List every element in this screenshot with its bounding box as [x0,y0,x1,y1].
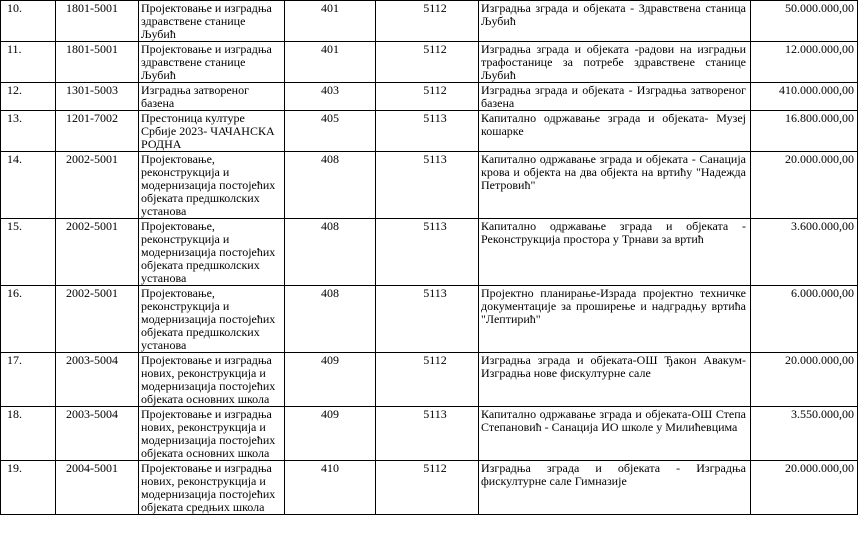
amount: 3.550.000,00 [751,407,858,461]
account-number: 5112 [376,353,479,407]
project-name: Пројектовање, реконструкција и модернизација постојећих објеката предшколских установа [139,219,285,286]
amount: 6.000.000,00 [751,286,858,353]
account-number: 5113 [376,111,479,152]
work-description: Пројектно планирање-Израда пројектно техничке документације за проширење и надградњу вртића "Лептирић" [479,286,751,353]
table-row [1,111,858,152]
row-number: 17. [1,353,56,407]
table-row [1,42,858,83]
row-number: 19. [1,461,56,515]
account-number: 5112 [376,461,479,515]
account-number: 5113 [376,219,479,286]
account-number: 5113 [376,407,479,461]
program-code: 1201-7002 [56,111,139,152]
amount: 20.000.000,00 [751,461,858,515]
program-code: 2002-5001 [56,152,139,219]
amount: 50.000.000,00 [751,1,858,42]
table-row [1,83,858,111]
amount: 20.000.000,00 [751,152,858,219]
project-name: Пројектовање и изградња здравствене станице Љубић [139,1,285,42]
program-number: 410 [285,461,376,515]
program-number: 409 [285,353,376,407]
row-number: 10. [1,1,56,42]
project-name: Изградња затвореног базена [139,83,285,111]
account-number: 5112 [376,1,479,42]
program-code: 2002-5001 [56,219,139,286]
work-description: Капитално одржавање зграда и објеката - Санација крова и објекта на два објекта на вртићу "Надежда Петровић" [479,152,751,219]
account-number: 5112 [376,83,479,111]
account-number: 5113 [376,152,479,219]
amount: 3.600.000,00 [751,219,858,286]
program-number: 408 [285,219,376,286]
row-number: 16. [1,286,56,353]
work-description: Изградња зграда и објеката - Изградња затвореног базена [479,83,751,111]
program-number: 408 [285,286,376,353]
amount: 20.000.000,00 [751,353,858,407]
project-name: Пројектовање, реконструкција и модернизација постојећих објеката предшколских установа [139,152,285,219]
table-row [1,461,858,515]
account-number: 5113 [376,286,479,353]
table-row [1,407,858,461]
work-description: Изградња зграда и објеката - Изградња фискултурне сале Гимназије [479,461,751,515]
row-number: 12. [1,83,56,111]
account-number: 5112 [376,42,479,83]
program-code: 1301-5003 [56,83,139,111]
amount: 16.800.000,00 [751,111,858,152]
project-name: Престоница културе Србије 2023- ЧАЧАНСКА РОДНА [139,111,285,152]
program-code: 2002-5001 [56,286,139,353]
project-name: Пројектовање и изградња здравствене станице Љубић [139,42,285,83]
program-number: 403 [285,83,376,111]
work-description: Капитално одржавање зграда и објеката- Музеј кошарке [479,111,751,152]
table-row [1,286,858,353]
project-name: Пројектовање, реконструкција и модернизација постојећих објеката предшколских установа [139,286,285,353]
table-row [1,353,858,407]
work-description: Капитално одржавање зграда и објеката-ОШ Степа Степановић - Санација ИО школе у Милићевцима [479,407,751,461]
program-number: 408 [285,152,376,219]
amount: 410.000.000,00 [751,83,858,111]
project-name: Пројектовање и изградња нових, реконструкција и модернизација постојећих објеката основних школа [139,353,285,407]
work-description: Изградња зграда и објеката-ОШ Ђакон Авакум-Изградња нове фискултурне сале [479,353,751,407]
project-name: Пројектовање и изградња нових, реконструкција и модернизација постојећих објеката средњих школа [139,461,285,515]
row-number: 15. [1,219,56,286]
row-number: 11. [1,42,56,83]
program-code: 1801-5001 [56,1,139,42]
program-code: 2004-5001 [56,461,139,515]
row-number: 18. [1,407,56,461]
table-row [1,1,858,42]
work-description: Капитално одржавање зграда и објеката - Реконструкција простора у Трнави за вртић [479,219,751,286]
program-number: 401 [285,1,376,42]
program-number: 405 [285,111,376,152]
program-number: 401 [285,42,376,83]
row-number: 14. [1,152,56,219]
program-number: 409 [285,407,376,461]
row-number: 13. [1,111,56,152]
program-code: 2003-5004 [56,353,139,407]
work-description: Изградња зграда и објеката - Здравствена станица Љубић [479,1,751,42]
program-code: 2003-5004 [56,407,139,461]
program-code: 1801-5001 [56,42,139,83]
amount: 12.000.000,00 [751,42,858,83]
work-description: Изградња зграда и објеката -радови на изградњи трафостанице за потребе здравствене станице Љубић [479,42,751,83]
table-row [1,152,858,219]
table-row [1,219,858,286]
project-name: Пројектовање и изградња нових, реконструкција и модернизација постојећих објеката основних школа [139,407,285,461]
